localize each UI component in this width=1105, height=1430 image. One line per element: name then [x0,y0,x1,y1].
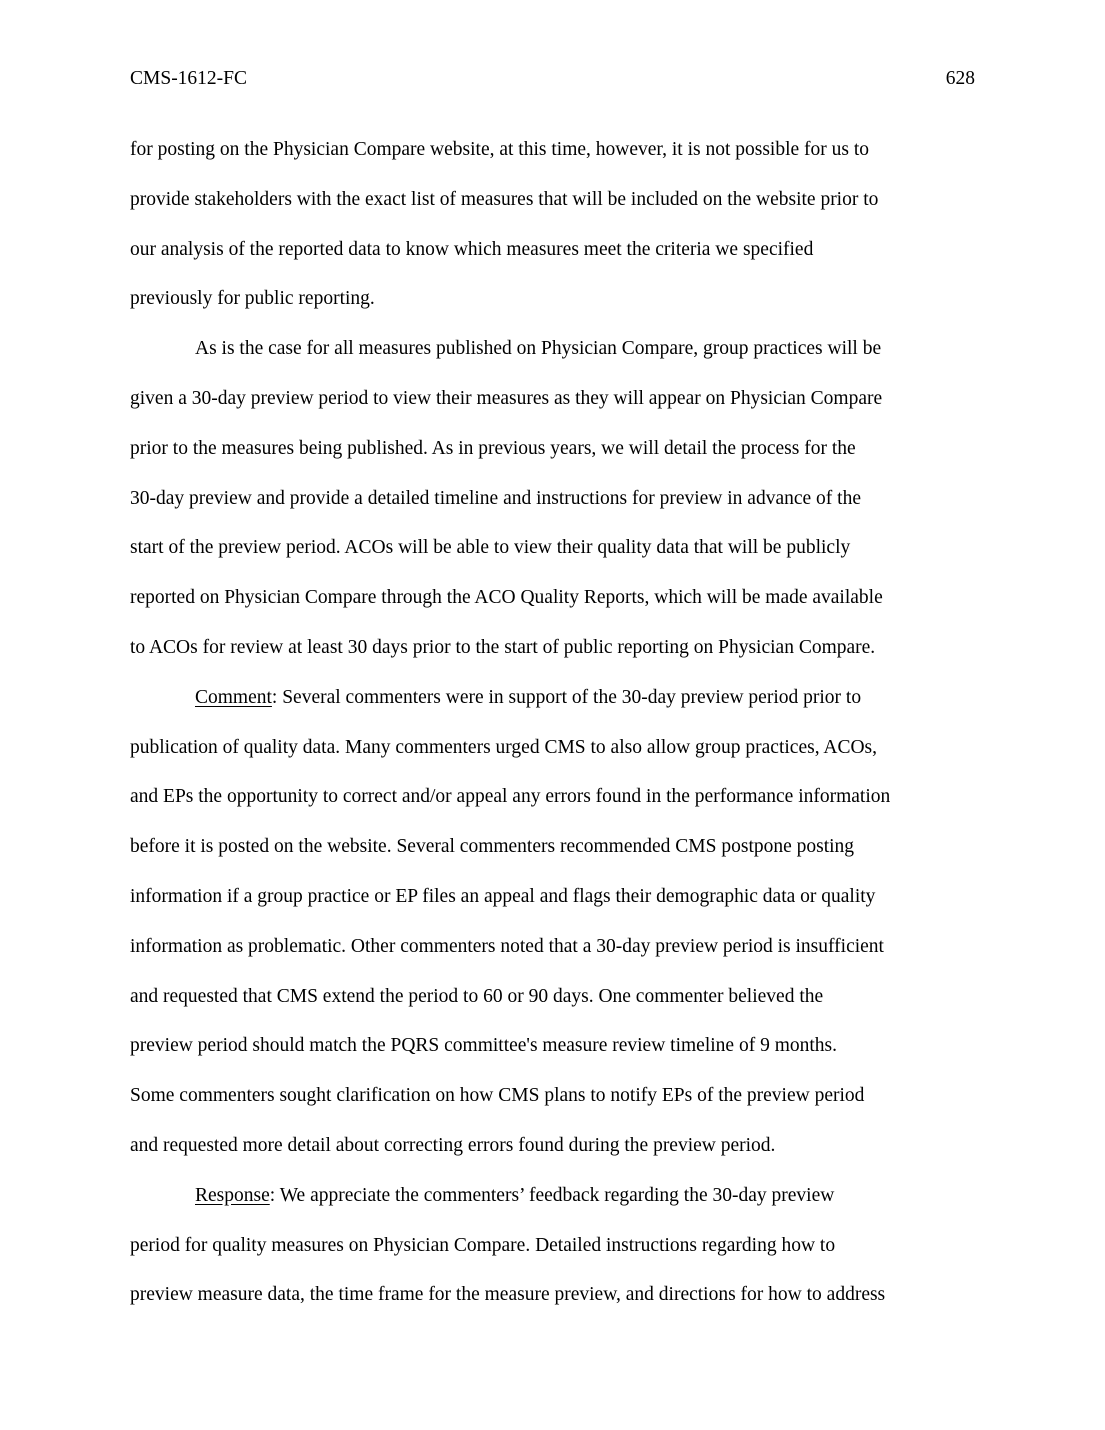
line-text: period for quality measures on Physician Compare. Detailed instructions regarding how to [130,1234,836,1256]
line-text: prior to the measures being published. As in previous years, we will detail the process for the [130,437,856,459]
page-header [130,66,975,92]
text-line [130,523,978,573]
line-text: and requested more detail about correcting errors found during the preview period. [130,1134,776,1156]
section-label: Response [195,1184,270,1206]
line-text: As is the case for all measures published on Physician Compare, group practices will be [195,338,882,360]
text-line [130,1270,978,1320]
section-label: Comment [195,686,272,708]
text-line [130,125,978,175]
line-text: information if a group practice or EP files an appeal and flags their demographic data or quality [130,885,876,907]
text-line [130,1121,978,1171]
line-text: reported on Physician Compare through the ACO Quality Reports, which will be made available [130,587,883,609]
page-number: 628 [945,68,975,89]
line-text: previously for public reporting. [130,288,375,310]
text-line [130,673,978,723]
text-line [130,872,978,922]
line-text: Some commenters sought clarification on how CMS plans to notify EPs of the preview period [130,1085,865,1107]
text-line [130,374,978,424]
text-line [130,175,978,225]
line-text: provide stakeholders with the exact list of measures that will be included on the website prior to [130,188,879,210]
text-line [130,1221,978,1271]
text-line [130,324,978,374]
line-text: : Several commenters were in support of the 30-day preview period prior to [271,686,862,708]
line-text: 30-day preview and provide a detailed timeline and instructions for preview in advance of the [130,487,861,509]
text-line [130,623,978,673]
text-line [130,1071,978,1121]
body-text [130,125,978,1320]
line-text: start of the preview period. ACOs will be able to view their quality data that will be publicly [130,537,851,559]
text-line [130,274,978,324]
line-text: to ACOs for review at least 30 days prior to the start of public reporting on Physician Compare. [130,636,876,658]
line-text: given a 30-day preview period to view their measures as they will appear on Physician Compare [130,387,883,409]
line-text: our analysis of the reported data to know which measures meet the criteria we specified [130,238,814,260]
line-text: and requested that CMS extend the period to 60 or 90 days. One commenter believed the [130,985,824,1007]
text-line [130,1171,978,1221]
line-text: and EPs the opportunity to correct and/or appeal any errors found in the performance information [130,786,891,808]
line-text: : We appreciate the commenters’ feedback regarding the 30-day preview [269,1184,835,1206]
text-line [130,772,978,822]
line-text: before it is posted on the website. Several commenters recommended CMS postpone posting [130,836,855,858]
text-line [130,573,978,623]
line-text: preview period should match the PQRS committee's measure review timeline of 9 months. [130,1035,837,1057]
line-text: preview measure data, the time frame for the measure preview, and directions for how to address [130,1284,886,1306]
text-line [130,922,978,972]
document-id: CMS-1612-FC [130,68,248,89]
line-text: for posting on the Physician Compare website, at this time, however, it is not possible for us to [130,139,870,160]
text-line [130,972,978,1022]
line-text: information as problematic. Other commenters noted that a 30-day preview period is insufficient [130,935,884,957]
text-line [130,225,978,275]
text-line [130,474,978,524]
line-text: publication of quality data. Many commenters urged CMS to also allow group practices, ACOs, [130,736,878,758]
text-line [130,723,978,773]
text-line [130,822,978,872]
text-line [130,1021,978,1071]
text-line [130,424,978,474]
